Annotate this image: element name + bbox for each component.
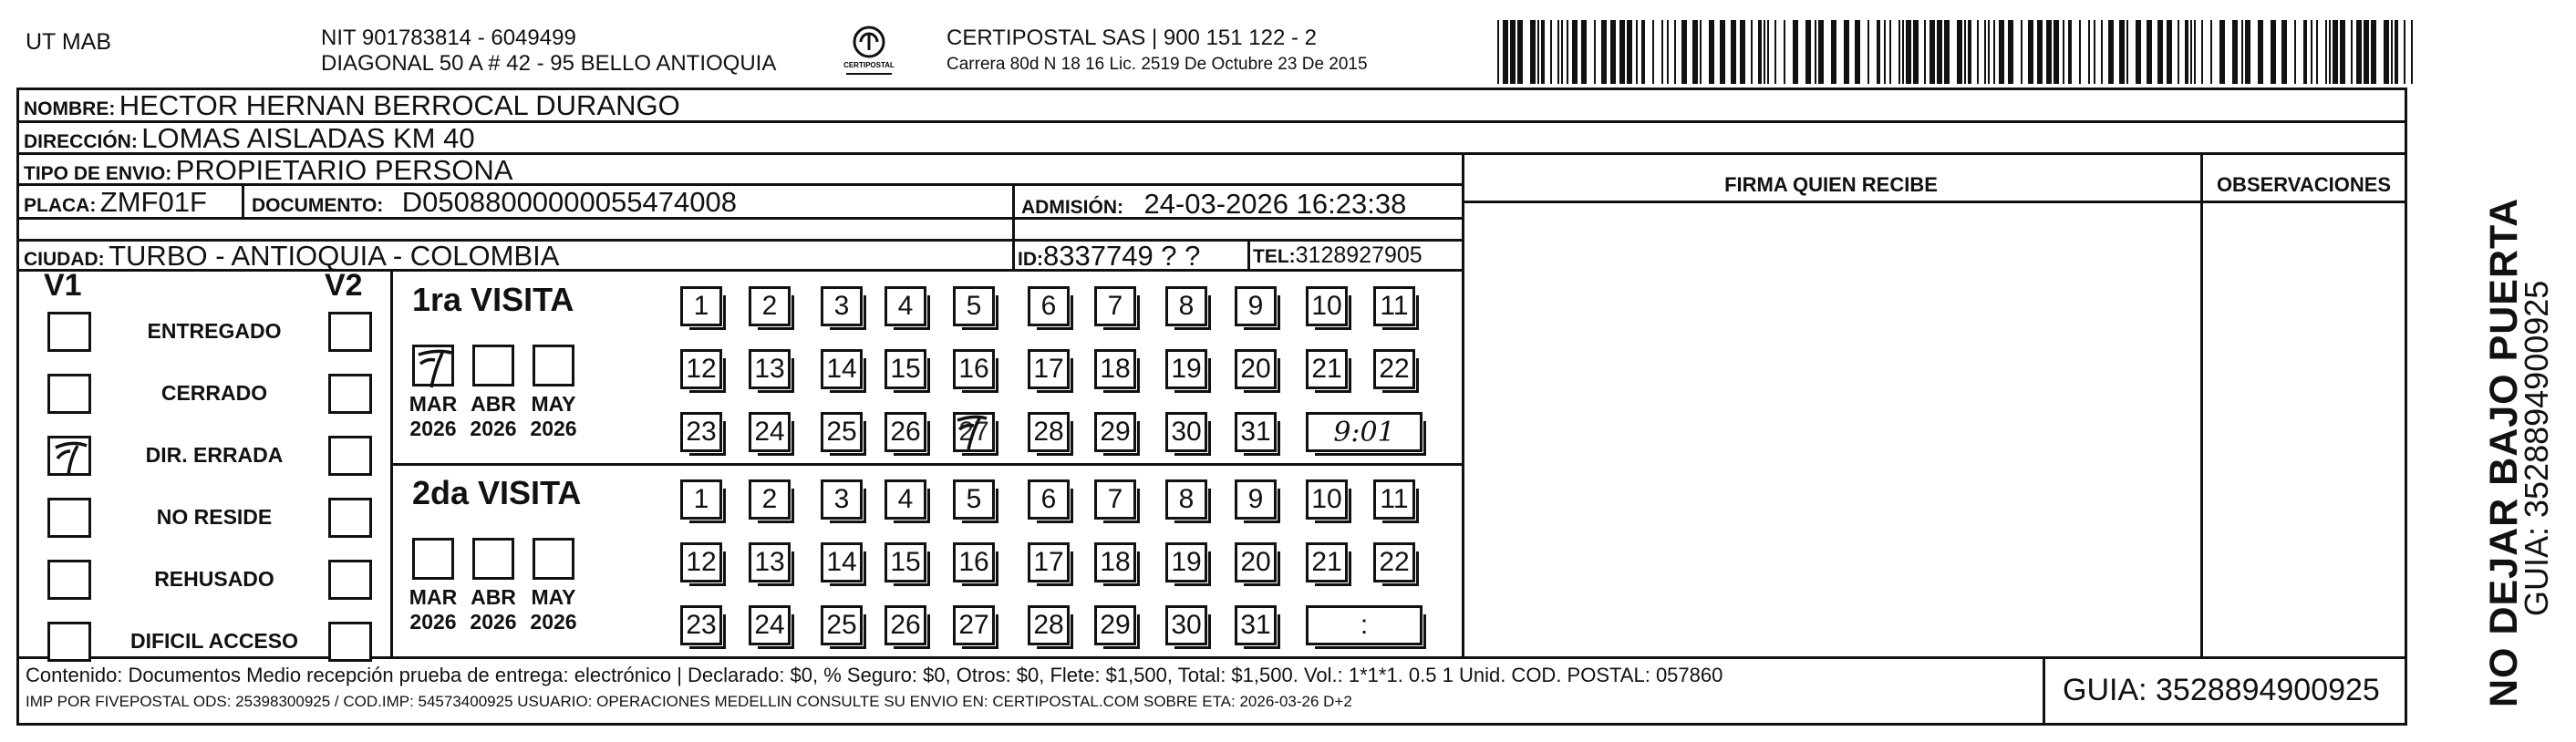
v1-checkbox[interactable] — [47, 622, 91, 662]
recipient-name: HECTOR HERNAN BERROCAL DURANGO — [119, 89, 680, 121]
barcode-bar — [1541, 20, 1545, 84]
v1-checkbox[interactable] — [47, 498, 91, 538]
id-row — [1018, 240, 1200, 273]
v1-checkbox[interactable] — [47, 374, 91, 414]
barcode-bar — [2245, 20, 2250, 84]
day-box[interactable]: 30 — [1165, 412, 1207, 452]
day-box[interactable]: 4 — [885, 286, 926, 326]
name-row — [24, 89, 680, 122]
document-label: DOCUMENTO: — [252, 195, 384, 216]
barcode-bar — [2340, 20, 2345, 84]
day-box[interactable]: 5 — [953, 286, 995, 326]
day-box[interactable]: 12 — [680, 542, 722, 582]
barcode-bar — [2241, 20, 2243, 84]
day-box[interactable]: 18 — [1094, 349, 1136, 389]
day-box[interactable]: 24 — [749, 605, 791, 645]
day-box[interactable]: 31 — [1235, 605, 1277, 645]
barcode-bar — [2316, 20, 2318, 84]
barcode-bar — [1572, 20, 1578, 84]
id-value: 8337749 ? ? — [1043, 240, 1201, 272]
barcode-bar — [1767, 20, 1769, 84]
barcode-bar — [1867, 20, 1869, 84]
barcode-bar — [1636, 20, 1638, 84]
v2-header: V2 — [325, 268, 363, 303]
barcode-bar — [2384, 20, 2389, 84]
barcode-bar — [1784, 20, 1785, 84]
day-box[interactable]: 23 — [680, 605, 722, 645]
barcode-bar — [2311, 20, 2312, 84]
barcode-bar — [2232, 20, 2238, 84]
day-box[interactable]: 11 — [1373, 286, 1415, 326]
barcode-bar — [2219, 20, 2225, 84]
day-box[interactable]: 8 — [1165, 286, 1207, 326]
barcode-bar — [2028, 20, 2033, 84]
id-label: ID: — [1018, 249, 1043, 270]
svg-text:CERTIPOSTAL: CERTIPOSTAL — [843, 61, 895, 69]
barcode-bar — [2356, 20, 2362, 84]
footer-guide-number: GUIA: 3528894900925 — [2063, 673, 2380, 707]
day-box[interactable]: 26 — [885, 412, 926, 452]
barcode-bar — [1610, 20, 1616, 84]
barcode-bar — [1681, 20, 1687, 84]
address-label: DIRECCIÓN: — [24, 131, 138, 152]
content-details: Contenido: Documentos Medio recepción prueba de entrega: electrónico | Declarado: $0, % Seguro: $0, Otros: $0, Flete: $1,500, Total: $1,500. Vol.: 1*1*1. 0.5 1 Unid. COD. POSTAL: 057860 — [26, 664, 1723, 686]
day-box[interactable]: 15 — [885, 349, 926, 389]
barcode-bar — [1793, 20, 1798, 84]
day-box[interactable]: 15 — [885, 542, 926, 582]
barcode-bar — [1510, 20, 1516, 84]
month-checkbox[interactable] — [533, 538, 574, 580]
day-box[interactable]: 22 — [1373, 542, 1415, 582]
barcode-bar — [2258, 20, 2263, 84]
barcode-bar — [2147, 20, 2152, 84]
day-box[interactable]: 19 — [1165, 349, 1207, 389]
day-box[interactable]: 13 — [749, 542, 791, 582]
type-label: TIPO DE ENVIO: — [24, 163, 172, 184]
time-box[interactable]: : — [1306, 605, 1422, 645]
barcode-bar — [1641, 20, 1645, 84]
v1-checkbox[interactable] — [47, 312, 91, 352]
day-box[interactable]: 14 — [821, 542, 863, 582]
day-box[interactable]: 1 — [680, 286, 722, 326]
day-box[interactable]: 25 — [821, 412, 863, 452]
status-label: ENTREGADO — [147, 319, 282, 343]
day-box[interactable]: 29 — [1094, 605, 1136, 645]
barcode-bar — [2068, 20, 2072, 84]
barcode-bar — [1968, 20, 1971, 84]
day-box[interactable]: 20 — [1235, 542, 1277, 582]
day-box[interactable]: 31 — [1235, 412, 1277, 452]
barcode-bar — [2294, 20, 2296, 84]
day-box[interactable]: 1 — [680, 479, 722, 520]
day-box[interactable]: 6 — [1028, 286, 1070, 326]
day-box[interactable]: 17 — [1028, 349, 1070, 389]
barcode-bar — [1902, 20, 1904, 84]
v1-header: V1 — [44, 268, 82, 303]
day-box[interactable]: 28 — [1028, 605, 1070, 645]
day-box[interactable]: 16 — [953, 542, 995, 582]
side-guide-number: GUIA: 3528894900925 — [2518, 280, 2555, 616]
day-box[interactable]: 26 — [885, 605, 926, 645]
barcode-bar — [1709, 20, 1714, 84]
day-box[interactable]: 2 — [749, 479, 791, 520]
status-label: DIR. ERRADA — [145, 443, 284, 467]
company-license: Carrera 80d N 18 16 Lic. 2519 De Octubre 23 De 2015 — [947, 55, 1368, 74]
day-box[interactable]: 12 — [680, 349, 722, 389]
signature-header: FIRMA QUIEN RECIBE — [1724, 173, 1938, 196]
barcode-bar — [2190, 20, 2192, 84]
city-value: TURBO - ANTIOQUIA - COLOMBIA — [109, 240, 560, 272]
month-checkbox[interactable] — [412, 538, 454, 580]
month-checkbox[interactable] — [472, 345, 514, 386]
barcode-bar — [1884, 20, 1886, 84]
day-box[interactable]: 30 — [1165, 605, 1207, 645]
barcode-bar — [1619, 20, 1625, 84]
month-label: MAR 2026 — [409, 392, 458, 440]
barcode-bar — [1913, 20, 1919, 84]
observations-header: OBSERVACIONES — [2216, 173, 2392, 196]
barcode-bar — [1805, 20, 1811, 84]
day-box[interactable]: 7 — [1094, 286, 1136, 326]
barcode-bar — [2101, 20, 2103, 84]
day-box[interactable]: 29 — [1094, 412, 1136, 452]
barcode-bar — [1988, 20, 1990, 84]
barcode-bar — [2094, 20, 2095, 84]
barcode-bar — [1906, 20, 1911, 84]
barcode-bar — [1692, 20, 1698, 84]
visit-title: 1ra VISITA — [412, 281, 574, 318]
barcode-bar — [2136, 20, 2141, 84]
plate-row — [24, 186, 207, 219]
barcode-bar — [2210, 20, 2212, 84]
v2-checkbox[interactable] — [328, 436, 372, 476]
day-box[interactable]: 11 — [1373, 479, 1415, 520]
barcode-bar — [1567, 20, 1568, 84]
day-box[interactable]: 20 — [1235, 349, 1277, 389]
barcode-bar — [2185, 20, 2188, 84]
month-label: MAR 2026 — [409, 585, 458, 634]
day-box[interactable]: 4 — [885, 479, 926, 520]
barcode-bar — [1984, 20, 1986, 84]
sender-address: DIAGONAL 50 A # 42 - 95 BELLO ANTIOQUIA — [321, 51, 777, 76]
barcode-bar — [2178, 20, 2179, 84]
barcode-bar — [2021, 20, 2023, 84]
barcode-bar — [1774, 20, 1776, 84]
barcode-bar — [1993, 20, 1995, 84]
plate-label: PLACA: — [24, 195, 97, 216]
day-box[interactable]: 10 — [1306, 286, 1348, 326]
barcode-bar — [2281, 20, 2287, 84]
print-info: IMP POR FIVEPOSTAL ODS: 25398300925 / COD.IMP: 54573400925 USUARIO: OPERACIONES MEDELLIN CONSULTE SU ENVIO EN: CERTIPOSTAL.COM SOBRE ETA: 2026-03-26 D+2 — [26, 693, 1352, 710]
day-box[interactable]: 25 — [821, 605, 863, 645]
day-box[interactable]: 3 — [821, 286, 863, 326]
barcode-bar — [1530, 20, 1536, 84]
barcode-bar — [2054, 20, 2059, 84]
day-box[interactable]: 18 — [1094, 542, 1136, 582]
barcode-bar — [1674, 20, 1676, 84]
barcode-bar — [1818, 20, 1824, 84]
month-checkbox[interactable] — [533, 345, 574, 386]
month-label: ABR 2026 — [470, 585, 517, 634]
barcode-bar — [1855, 20, 1860, 84]
barcode-bar — [1667, 20, 1669, 84]
document-value: D05088000000055474008 — [401, 186, 737, 218]
v2-checkbox[interactable] — [328, 622, 372, 662]
day-box[interactable]: 17 — [1028, 542, 1070, 582]
city-label: CIUDAD: — [24, 249, 105, 270]
barcode-bar — [2395, 20, 2398, 84]
address-row — [24, 122, 475, 155]
day-box[interactable]: 14 — [821, 349, 863, 389]
day-box[interactable]: 21 — [1306, 349, 1348, 389]
barcode-bar — [1964, 20, 1966, 84]
barcode-bar — [1550, 20, 1552, 84]
day-box[interactable]: 23 — [680, 412, 722, 452]
barcode-bar — [1898, 20, 1900, 84]
barcode-bar — [2194, 20, 2196, 84]
type-row — [24, 154, 512, 187]
barcode-bar — [1700, 20, 1702, 84]
barcode-bar — [1758, 20, 1762, 84]
v1-checkbox[interactable] — [47, 436, 91, 476]
admission-row — [1021, 188, 1406, 221]
month-label: MAY 2026 — [530, 585, 577, 634]
barcode-bar — [2088, 20, 2090, 84]
v1-checkbox[interactable] — [47, 560, 91, 600]
barcode-bar — [1815, 20, 1816, 84]
status-label: REHUSADO — [154, 567, 274, 591]
v2-checkbox[interactable] — [328, 312, 372, 352]
month-label: MAY 2026 — [530, 392, 577, 440]
barcode-bar — [2371, 20, 2376, 84]
day-box[interactable]: 27 — [953, 605, 995, 645]
day-box[interactable]: 10 — [1306, 479, 1348, 520]
barcode-bar — [1557, 20, 1559, 84]
day-box[interactable]: 28 — [1028, 412, 1070, 452]
tel-label: TEL: — [1253, 246, 1296, 267]
barcode-bar — [2303, 20, 2307, 84]
month-checkbox[interactable] — [472, 538, 514, 580]
barcode-bar — [1652, 20, 1654, 84]
barcode-bar — [2201, 20, 2203, 84]
day-box[interactable]: 19 — [1165, 542, 1207, 582]
barcode-bar — [2119, 20, 2125, 84]
name-label: NOMBRE: — [24, 98, 116, 119]
barcode-bar — [2325, 20, 2327, 84]
recipient-address: LOMAS AISLADAS KM 40 — [141, 122, 475, 154]
day-box[interactable]: 24 — [749, 412, 791, 452]
document-row — [252, 186, 737, 219]
barcode-bar — [1517, 20, 1523, 84]
tel-value: 3128927905 — [1295, 242, 1422, 268]
barcode-bar — [1999, 20, 2004, 84]
barcode — [1497, 20, 2418, 84]
barcode-bar — [1889, 20, 1891, 84]
barcode-bar — [1601, 20, 1607, 84]
barcode-bar — [2063, 20, 2064, 84]
barcode-bar — [2126, 20, 2128, 84]
tel-row — [1253, 242, 1422, 269]
barcode-bar — [1537, 20, 1539, 84]
admission-label: ADMISIÓN: — [1021, 197, 1123, 218]
month-label: ABR 2026 — [470, 392, 517, 440]
barcode-bar — [2411, 20, 2413, 84]
day-box[interactable]: 6 — [1028, 479, 1070, 520]
barcode-bar — [2046, 20, 2052, 84]
day-box[interactable]: 8 — [1165, 479, 1207, 520]
barcode-bar — [2037, 20, 2043, 84]
barcode-bar — [1831, 20, 1836, 84]
barcode-bar — [1503, 20, 1508, 84]
barcode-bar — [2079, 20, 2081, 84]
barcode-bar — [1929, 20, 1935, 84]
shipment-type: PROPIETARIO PERSONA — [175, 154, 513, 186]
barcode-bar — [1924, 20, 1926, 84]
barcode-bar — [2364, 20, 2369, 84]
day-box[interactable]: 21 — [1306, 542, 1348, 582]
barcode-bar — [2157, 20, 2163, 84]
month-checkbox[interactable] — [412, 345, 454, 386]
company-name: CERTIPOSTAL SAS | 900 151 122 - 2 — [947, 26, 1317, 50]
nit-text: NIT 901783814 - 6049499 — [321, 26, 576, 50]
status-label: NO RESIDE — [156, 505, 273, 529]
day-box[interactable]: 7 — [1094, 479, 1136, 520]
route-code: UT MAB — [26, 29, 111, 55]
barcode-bar — [1497, 20, 1499, 84]
certipostal-logo — [837, 24, 901, 78]
barcode-bar — [2391, 20, 2393, 84]
no-under-door-warning: NO DEJAR BAJO PUERTA — [2482, 197, 2526, 707]
handwritten-mark-icon — [415, 347, 457, 389]
barcode-bar — [2351, 20, 2353, 84]
barcode-bar — [1977, 20, 1979, 84]
v2-checkbox[interactable] — [328, 560, 372, 600]
barcode-bar — [2333, 20, 2338, 84]
status-label: DIFICIL ACCESO — [129, 629, 298, 653]
v2-checkbox[interactable] — [328, 498, 372, 538]
barcode-bar — [2404, 20, 2405, 84]
plate-value: ZMF01F — [99, 186, 207, 218]
barcode-bar — [2108, 20, 2114, 84]
barcode-bar — [1937, 20, 1942, 84]
day-box[interactable]: 16 — [953, 349, 995, 389]
barcode-bar — [1720, 20, 1725, 84]
time-box[interactable]: 9:01 — [1306, 412, 1422, 452]
barcode-bar — [2329, 20, 2331, 84]
barcode-bar — [1844, 20, 1849, 84]
status-label: CERRADO — [160, 381, 268, 405]
handwritten-mark-icon — [50, 438, 94, 479]
barcode-bar — [2167, 20, 2172, 84]
v2-checkbox[interactable] — [328, 374, 372, 414]
day-box[interactable]: 13 — [749, 349, 791, 389]
barcode-bar — [1740, 20, 1745, 84]
barcode-bar — [1627, 20, 1632, 84]
barcode-bar — [1594, 20, 1596, 84]
day-box[interactable]: 9 — [1235, 479, 1277, 520]
day-box[interactable]: 22 — [1373, 349, 1415, 389]
barcode-bar — [1764, 20, 1765, 84]
barcode-bar — [1581, 20, 1587, 84]
day-box[interactable]: 3 — [821, 479, 863, 520]
admission-value: 24-03-2026 16:23:38 — [1143, 188, 1407, 220]
city-row — [24, 240, 559, 273]
barcode-bar — [2271, 20, 2276, 84]
barcode-bar — [1957, 20, 1962, 84]
barcode-bar — [1561, 20, 1563, 84]
barcode-bar — [1661, 20, 1663, 84]
barcode-bar — [1751, 20, 1753, 84]
barcode-bar — [1944, 20, 1950, 84]
day-box[interactable]: 5 — [953, 479, 995, 520]
barcode-bar — [1877, 20, 1880, 84]
side-panel — [2409, 88, 2555, 707]
day-box[interactable]: 2 — [749, 286, 791, 326]
barcode-bar — [2008, 20, 2013, 84]
visit-title: 2da VISITA — [412, 474, 582, 511]
barcode-bar — [1731, 20, 1736, 84]
day-box[interactable]: 27 — [953, 412, 995, 452]
day-box[interactable]: 9 — [1235, 286, 1277, 326]
